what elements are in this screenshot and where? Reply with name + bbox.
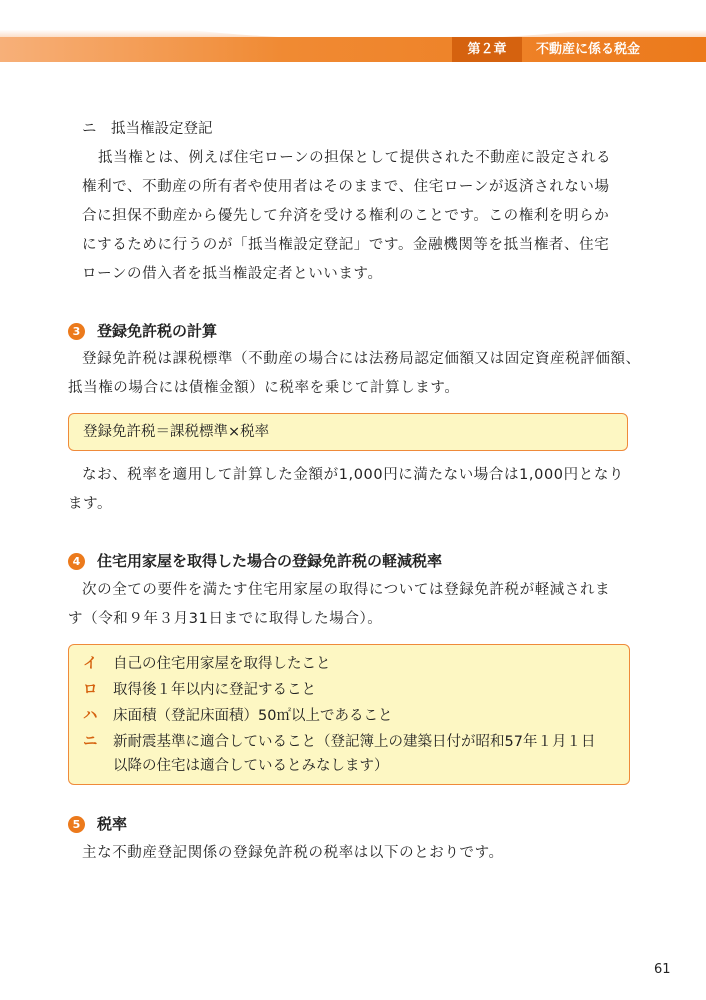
section-number-badge: 5 xyxy=(68,816,85,833)
requirement-item xyxy=(83,704,392,728)
section-number-badge: 3 xyxy=(68,323,85,340)
requirement-text: 自己の住宅用家屋を取得したこと xyxy=(113,656,331,672)
section-title: 税率 xyxy=(97,815,128,833)
chapter-title: 不動産に係る税金 xyxy=(536,42,641,57)
section-title: 住宅用家屋を取得した場合の登録免許税の軽減税率 xyxy=(97,552,443,570)
paragraph-line: 権利で、不動産の所有者や使用者はそのままで、住宅ローンが返済されない場 xyxy=(82,179,610,195)
requirements-box xyxy=(68,644,630,785)
section-3-heading xyxy=(68,319,217,343)
requirement-mark: ハ xyxy=(83,708,98,724)
section-5-heading xyxy=(68,812,127,836)
requirement-mark: ロ xyxy=(83,682,98,698)
section-title: 登録免許税の計算 xyxy=(97,322,218,340)
requirement-text: 床面積（登記床面積）50㎡以上であること xyxy=(113,708,393,724)
paragraph-line: 抵当権とは、例えば住宅ローンの担保として提供された不動産に設定される xyxy=(98,150,612,166)
subheading-mortgage-registration: ニ 抵当権設定登記 xyxy=(82,121,213,137)
requirement-text: 新耐震基準に適合していること（登記簿上の建築日付が昭和57年１月１日 xyxy=(113,734,596,750)
chapter-label: 第２章 xyxy=(452,37,522,62)
paragraph-line: 合に担保不動産から優先して弁済を受ける権利のことです。この権利を明らか xyxy=(82,208,610,224)
requirement-mark: イ xyxy=(83,656,98,672)
requirement-item xyxy=(83,652,331,676)
paragraph-line: なお、税率を適用して計算した金額が1,000円に満たない場合は1,000円となり xyxy=(82,467,625,483)
paragraph-line: す（令和９年３月31日までに取得した場合）。 xyxy=(68,611,383,627)
paragraph-line: 登録免許税は課税標準（不動産の場合には法務局認定価額又は固定資産税評価額、 xyxy=(82,351,641,367)
paragraph-line: ます。 xyxy=(68,496,113,512)
page-number: 61 xyxy=(654,962,671,977)
requirement-mark: ニ xyxy=(83,734,98,750)
paragraph-line: 次の全ての要件を満たす住宅用家屋の取得については登録免許税が軽減されま xyxy=(82,582,611,598)
section-4-heading xyxy=(68,549,442,573)
formula-box: 登録免許税＝課税標準×税率 xyxy=(68,413,628,451)
paragraph-line: ローンの借入者を抵当権設定者といいます。 xyxy=(82,266,383,282)
paragraph-line: 抵当権の場合には債権金額）に税率を乗じて計算します。 xyxy=(68,380,460,396)
paragraph-line: にするために行うのが「抵当権設定登記」です。金融機関等を抵当権者、住宅 xyxy=(82,237,610,253)
paragraph-line: 主な不動産登記関係の登録免許税の税率は以下のとおりです。 xyxy=(82,845,504,861)
section-number-badge: 4 xyxy=(68,553,85,570)
requirement-item xyxy=(83,678,316,702)
requirement-text: 取得後１年以内に登記すること xyxy=(113,682,316,698)
requirement-continuation: 以降の住宅は適合しているとみなします） xyxy=(113,758,389,774)
requirement-item xyxy=(83,730,595,754)
